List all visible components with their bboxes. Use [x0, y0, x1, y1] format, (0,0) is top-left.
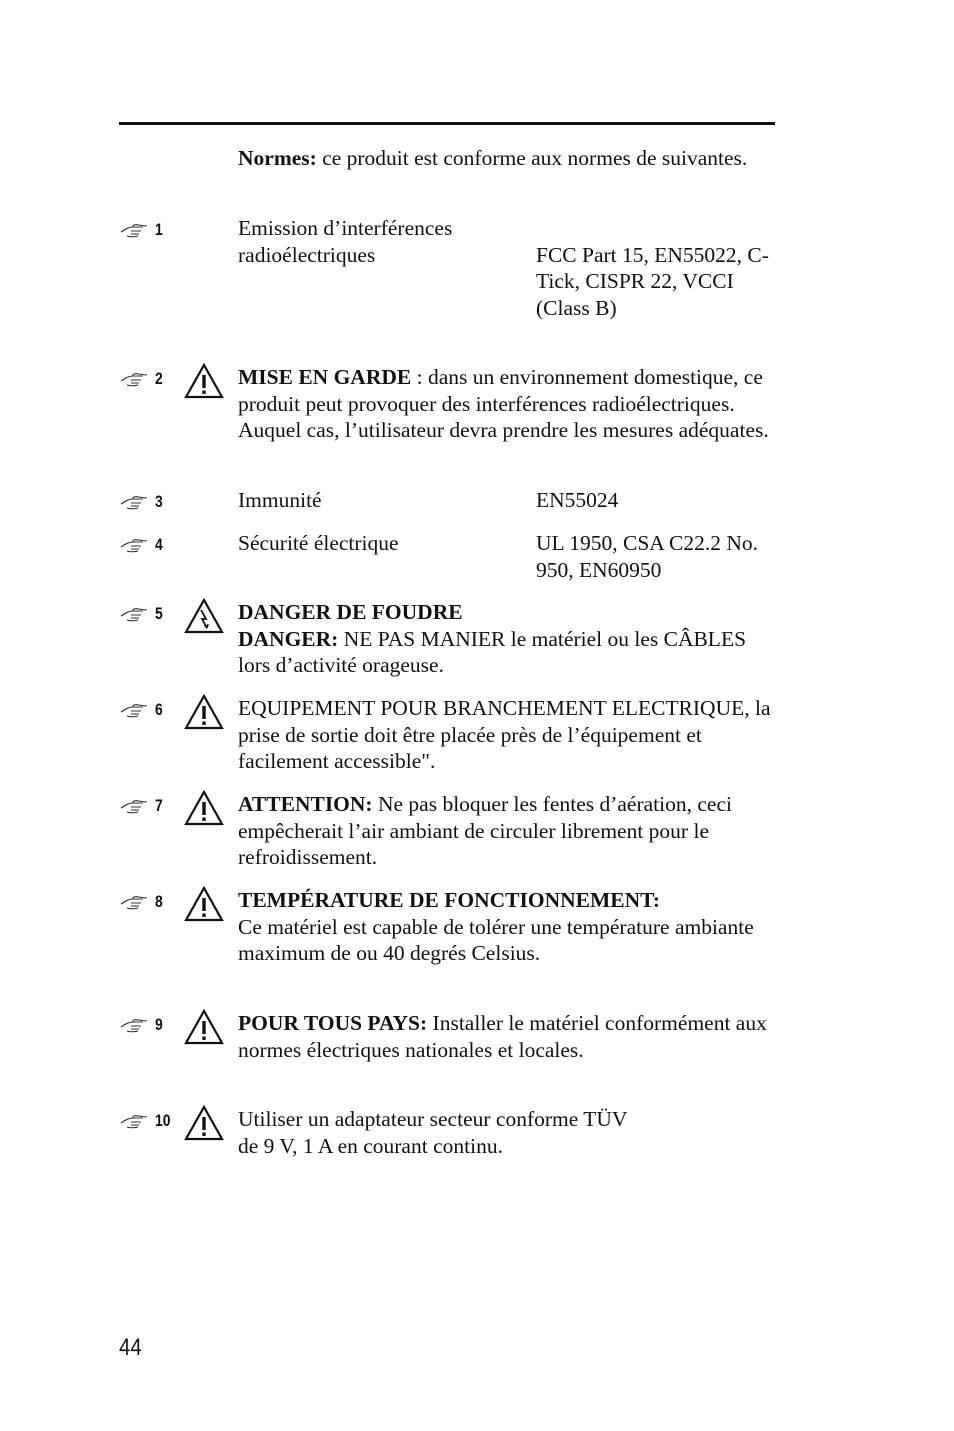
item-label-line: radioélectriques [238, 242, 376, 267]
item-number: 1 [155, 220, 163, 239]
warning-triangle-icon [183, 1008, 225, 1046]
pointing-hand-icon [119, 221, 153, 239]
item-number: 8 [155, 892, 163, 911]
warning-triangle-icon [183, 885, 225, 923]
header-rule [119, 122, 775, 125]
item-marker [119, 1010, 164, 1040]
item-marker [119, 599, 164, 629]
pointing-hand-icon [119, 536, 153, 554]
item-label [238, 215, 528, 268]
item-number: 5 [155, 604, 163, 623]
warning-triangle-icon [183, 362, 225, 400]
item-number: 6 [155, 700, 163, 719]
item-marker [119, 695, 164, 725]
lightning-warning-icon [183, 597, 225, 635]
item-bold: MISE EN GARDE [238, 365, 412, 389]
item-marker [119, 887, 164, 917]
item-marker [119, 530, 164, 560]
item-bold: DANGER: [238, 626, 339, 651]
item-label-line: Emission d’interférences [238, 216, 453, 240]
warning-triangle-icon [183, 1104, 225, 1142]
warning-triangle-icon [183, 693, 225, 731]
item-value: FCC Part 15, EN55022, C-Tick, CISPR 22, VCCI (Class B) [536, 242, 769, 320]
item-heading: DANGER DE FOUDRE [238, 600, 463, 624]
pointing-hand-icon [119, 1016, 153, 1034]
item-number: 9 [155, 1015, 163, 1034]
item-number: 2 [155, 369, 163, 388]
pointing-hand-icon [119, 893, 153, 911]
warning-triangle-icon [183, 789, 225, 827]
item-bold: TEMPÉRATURE DE FONCTIONNEMENT: [238, 888, 661, 912]
item-number: 7 [155, 796, 163, 815]
item-text [238, 1106, 783, 1159]
item-text [238, 791, 783, 871]
item-number: 3 [155, 492, 163, 511]
item-number: 10 [155, 1111, 171, 1130]
item-body-line: Utiliser un adaptateur secteur conforme TÜV [238, 1107, 628, 1131]
intro-text: ce produit est conforme aux normes de suivantes. [316, 146, 748, 170]
item-label: Sécurité électrique [238, 531, 399, 555]
item-marker [119, 215, 164, 245]
item-body: Ne pas bloquer les fentes d’aération, ceci empêcherait l’air ambiant de circuler librement pour le refroidissement. [238, 792, 732, 869]
item-marker [119, 364, 164, 394]
item-body: Ce matériel est capable de tolérer une température ambiante maximum de ou 40 degrés Celsius. [238, 914, 754, 965]
item-text [238, 887, 783, 967]
item-label: Immunité [238, 488, 322, 512]
item-marker [119, 791, 164, 821]
item-bold: POUR TOUS PAYS: [238, 1011, 428, 1035]
intro-paragraph [238, 145, 775, 172]
item-body: NE PAS MANIER le matériel ou les CÂBLES lors d’activité orageuse. [238, 626, 747, 677]
pointing-hand-icon [119, 701, 153, 719]
item-bold: ATTENTION: [238, 792, 373, 816]
item-text [238, 599, 783, 679]
item-text: EQUIPEMENT POUR BRANCHEMENT ELECTRIQUE, la prise de sortie doit être placée près de l’équipement et facilement accessible". [238, 696, 771, 773]
page-number: 44 [119, 1334, 142, 1361]
pointing-hand-icon [119, 605, 153, 623]
item-marker [119, 487, 164, 517]
item-text [238, 364, 783, 444]
pointing-hand-icon [119, 370, 153, 388]
pointing-hand-icon [119, 493, 153, 511]
item-body: : dans un environnement domestique, ce produit peut provoquer des interférences radioélectriques. Auquel cas, l’utilisateur devra prendre les mesures adéquates. [238, 365, 769, 442]
item-marker [119, 1106, 174, 1136]
item-body-line: de 9 V, 1 A en courant continu. [238, 1133, 503, 1158]
pointing-hand-icon [119, 797, 153, 815]
item-number: 4 [155, 535, 163, 554]
pointing-hand-icon [119, 1112, 153, 1130]
item-text [238, 1010, 783, 1063]
item-body: Installer le matériel conformément aux normes électriques nationales et locales. [238, 1011, 767, 1062]
item-value: UL 1950, CSA C22.2 No. 950, EN60950 [536, 531, 758, 582]
intro-bold: Normes: [238, 146, 317, 170]
item-value: EN55024 [536, 488, 619, 512]
